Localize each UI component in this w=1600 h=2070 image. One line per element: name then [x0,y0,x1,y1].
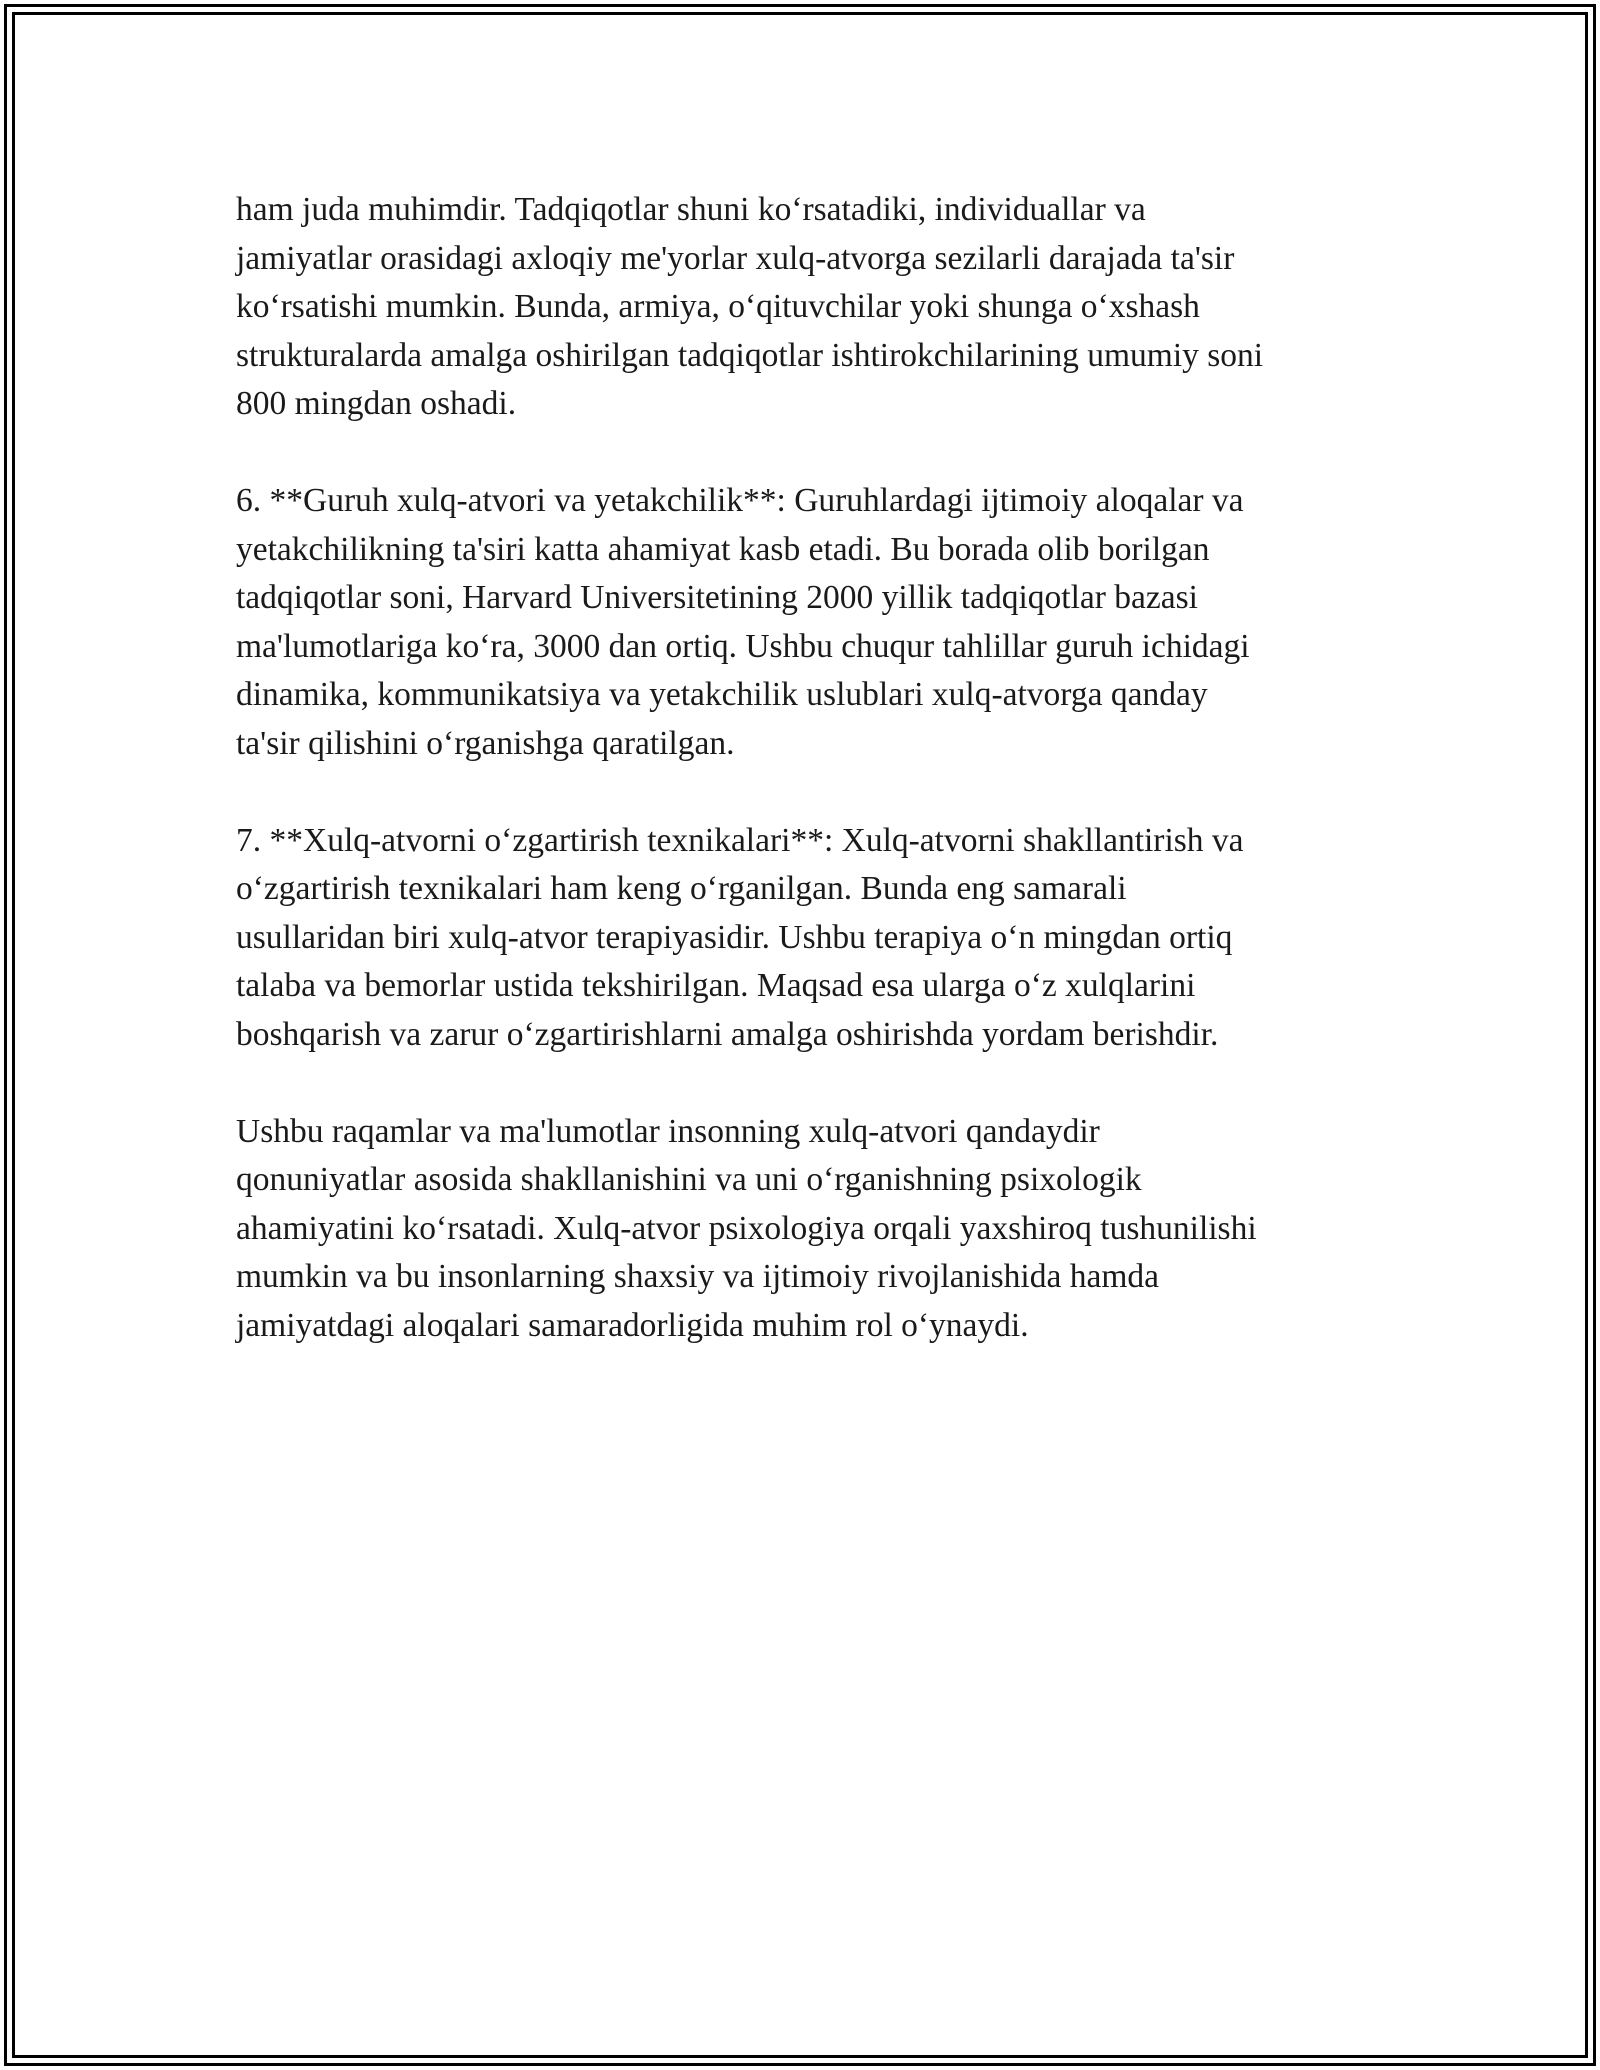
paragraph-conclusion: Ushbu raqamlar va ma'lumotlar insonning xulq-atvori qandaydir qonuniyatlar asosida shakllanishini va uni o‘rganishning psixologik ahamiyatini ko‘rsatadi. Xulq-atvor psixologiya orqali yaxshiroq tushunilishi mumkin va bu insonlarning shaxsiy va ijtimoiy rivojlanishida hamda jamiyatdagi aloqalari samaradorligida muhim rol o‘ynaydi. [236,1112,1257,1344]
paragraph-behavior-change: 7. **Xulq-atvorni o‘zgartirish texnikalari**: Xulq-atvorni shakllantirish va o‘zgartirish texnikalari ham keng o‘rganilgan. Bunda eng samarali usullaridan biri xulq-atvor terapiyasidir. Ushbu terapiya o‘n mingdan ortiq talaba va bemorlar ustida tekshirilgan. Maqsad esa ularga o‘z xulqlarini boshqarish va zarur o‘zgartirishlarni amalga oshirishda yordam berishdir. [236,821,1244,1053]
paragraph-intro-continuation: ham juda muhimdir. Tadqiqotlar shuni ko‘rsatadiki, individuallar va jamiyatlar orasidagi axloqiy me'yorlar xulq-atvorga sezilarli darajada ta'sir ko‘rsatishi mumkin. Bunda, armiya, o‘qituvchilar yoki shunga o‘xshash strukturalarda amalga oshirilgan tadqiqotlar ishtirokchilarining umumiy soni 800 mingdan oshadi. [236,191,1264,422]
paragraph-group-behavior: 6. **Guruh xulq-atvori va yetakchilik**: Guruhlardagi ijtimoiy aloqalar va yetakchilikning ta'siri katta ahamiyat kasb etadi. Bu borada olib borilgan tadqiqotlar soni, Harvard Universitetining 2000 yillik tadqiqotlar bazasi ma'lumotlariga ko‘ra, 3000 dan ortiq. Ushbu chuqur tahlillar guruh ichidagi dinamika, kommunikatsiya va yetakchilik uslublari xulq-atvorga qanday ta'sir qilishini o‘rganishga qaratilgan. [236,482,1250,762]
document-body [236,186,1366,1399]
